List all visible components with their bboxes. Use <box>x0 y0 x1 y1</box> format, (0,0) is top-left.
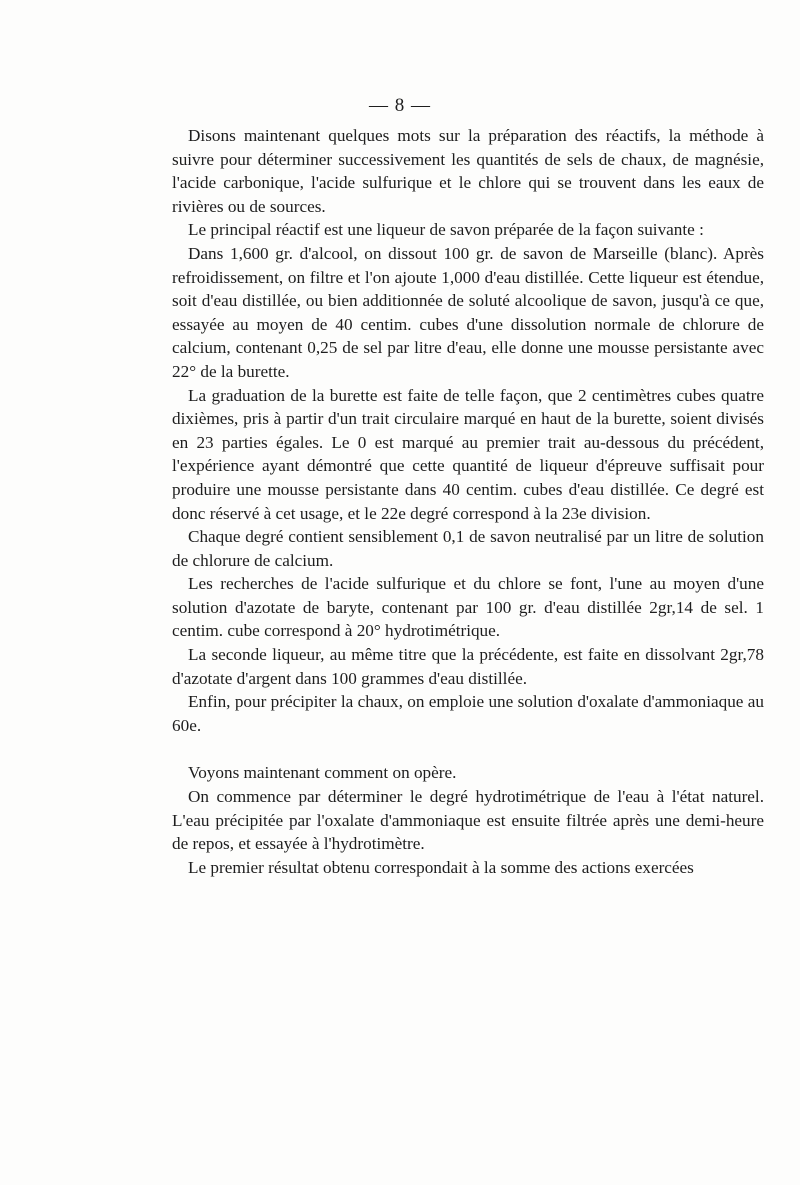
paragraph-acide-sulfurique: Les recherches de l'acide sulfurique et du chlore se font, l'une au moyen d'une solution d'azotate de baryte, contenant par 100 gr. d'eau distillée 2gr,14 de sel. 1 centim. cube correspond à 20° hydrotimétrique. <box>172 574 764 641</box>
paragraph-preparation-savon <box>172 242 764 384</box>
paragraph-degre: Chaque degré contient sensiblement 0,1 de savon neutralisé par un litre de solution de chlorure de calcium. <box>172 527 764 570</box>
paragraph-seconde-liqueur: La seconde liqueur, au même titre que la précédente, est faite en dissolvant 2gr,78 d'azotate d'argent dans 100 grammes d'eau distillée. <box>172 645 764 688</box>
body-text <box>172 124 764 879</box>
paragraph-principal-reactif: Le principal réactif est une liqueur de savon préparée de la façon suivante : <box>188 220 704 240</box>
paragraph-preparation-savon-text: Dans 1,600 gr. d'alcool, on dissout 100 gr. de savon de Marseille (blanc). Après refroidissement, on filtre et l'on ajoute 1,000 d'eau distillée. Cette liqueur est étendue, soit d'eau distillée, ou bien additionnée de soluté alcoolique de savon, jusqu'à ce que, essayée au moyen de 40 centim. cubes d'une dissolution normale de chlorure de calcium, contenant 0,25 de sel par litre d'eau, elle donne une mousse persistante avec 22° de la burette. <box>172 243 764 381</box>
paragraph-reactifs-intro: Disons maintenant quelques mots sur la préparation des réactifs, la méthode à suivre pour déterminer successivement les quantités de sels de chaux, de magnésie, l'acide carbonique, l'acide sulfurique et le chlore qui se trouvent dans les eaux de rivières ou de sources. <box>172 126 764 216</box>
paragraph-premier-resultat: Le premier résultat obtenu correspondait à la somme des actions exercées <box>188 857 694 877</box>
page-number: — 8 — <box>369 95 431 116</box>
paragraph-graduation-burette: La graduation de la burette est faite de telle façon, que 2 centimètres cubes quatre dixièmes, pris à partir d'un trait circulaire marqué en haut de la burette, soient divisés en 23 parties égales. Le 0 est marqué au premier trait au-dessous du précédent, l'expérience ayant démontré que cette quantité de liqueur d'épreuve suffisait pour produire une mousse persistante dans 40 centim. cubes d'eau distillée. Ce degré est donc réservé à cet usage, et le 22e degré correspond à la 23e division. <box>172 385 764 523</box>
paragraph-oxalate: Enfin, pour précipiter la chaux, on emploie une solution d'oxalate d'ammoniaque au 60e. <box>172 692 764 735</box>
paragraph-voyons: Voyons maintenant comment on opère. <box>188 763 457 783</box>
paragraph-on-commence: On commence par déterminer le degré hydrotimétrique de l'eau à l'état naturel. L'eau précipitée par l'oxalate d'ammoniaque est ensuite filtrée après une demi-heure de repos, et essayée à l'hydrotimètre. <box>172 787 764 854</box>
